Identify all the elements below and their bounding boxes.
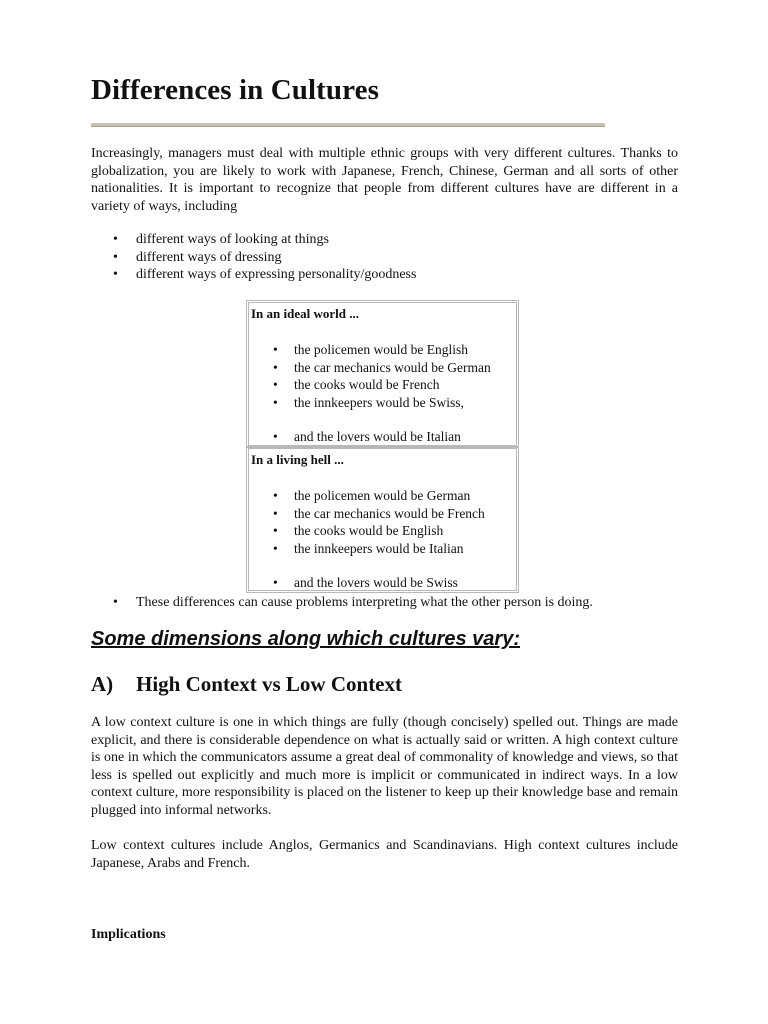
section-heading <box>91 672 402 697</box>
list-item: • the innkeepers would be Italian <box>249 540 485 558</box>
list-item: • the policemen would be German <box>249 487 485 505</box>
ways-list <box>91 231 416 284</box>
ideal-world-list <box>249 341 491 411</box>
list-item: • These differences can cause problems interpreting what the other person is doing. <box>91 594 593 612</box>
living-hell-heading: In a living hell ... <box>251 452 344 467</box>
living-hell-box <box>246 446 519 593</box>
section-title: High Context vs Low Context <box>136 672 402 696</box>
list-item: • the cooks would be French <box>249 376 491 394</box>
problems-list <box>91 594 593 612</box>
list-item: • and the lovers would be Swiss <box>249 574 458 592</box>
dimensions-heading: Some dimensions along which cultures vary: <box>91 628 520 650</box>
ideal-world-box <box>246 300 519 448</box>
implications-heading: Implications <box>91 927 166 942</box>
list-item: • the cooks would be English <box>249 522 485 540</box>
list-item: • different ways of expressing personality/goodness <box>91 266 416 284</box>
intro-paragraph: Increasingly, managers must deal with multiple ethnic groups with very different cultures. Thanks to globalization, you are likely to work with Japanese, French, Chinese, German and all sorts of other nationalities. It is important to recognize that people from different cultures have are different in a variety of ways, including <box>91 146 678 214</box>
living-hell-list <box>249 487 485 557</box>
title-divider <box>91 123 605 127</box>
list-item: • the policemen would be English <box>249 341 491 359</box>
context-paragraph: A low context culture is one in which things are fully (though concisely) spelled out. Things are made explicit, and there is considerable dependence on what is actually said or written. A high context culture is one in which the communicators assume a great deal of commonality of knowledge and views, so that less is spelled out explicitly and much more is implicit or communicated in indirect ways. In a low context culture, more responsibility is placed on the listener to keep up their knowledge base and remain plugged into informal networks. <box>91 715 678 818</box>
list-item: • the car mechanics would be French <box>249 505 485 523</box>
ideal-world-heading: In an ideal world ... <box>251 306 359 321</box>
list-item: • the innkeepers would be Swiss, <box>249 394 491 412</box>
page-title: Differences in Cultures <box>91 74 379 106</box>
list-item: • the car mechanics would be German <box>249 359 491 377</box>
context-examples-paragraph: Low context cultures include Anglos, Germanics and Scandinavians. High context cultures include Japanese, Arabs and French. <box>91 838 678 871</box>
list-item: • different ways of looking at things <box>91 231 416 249</box>
section-number: A) <box>91 672 114 696</box>
list-item: • different ways of dressing <box>91 249 416 267</box>
list-item: • and the lovers would be Italian <box>249 428 461 446</box>
